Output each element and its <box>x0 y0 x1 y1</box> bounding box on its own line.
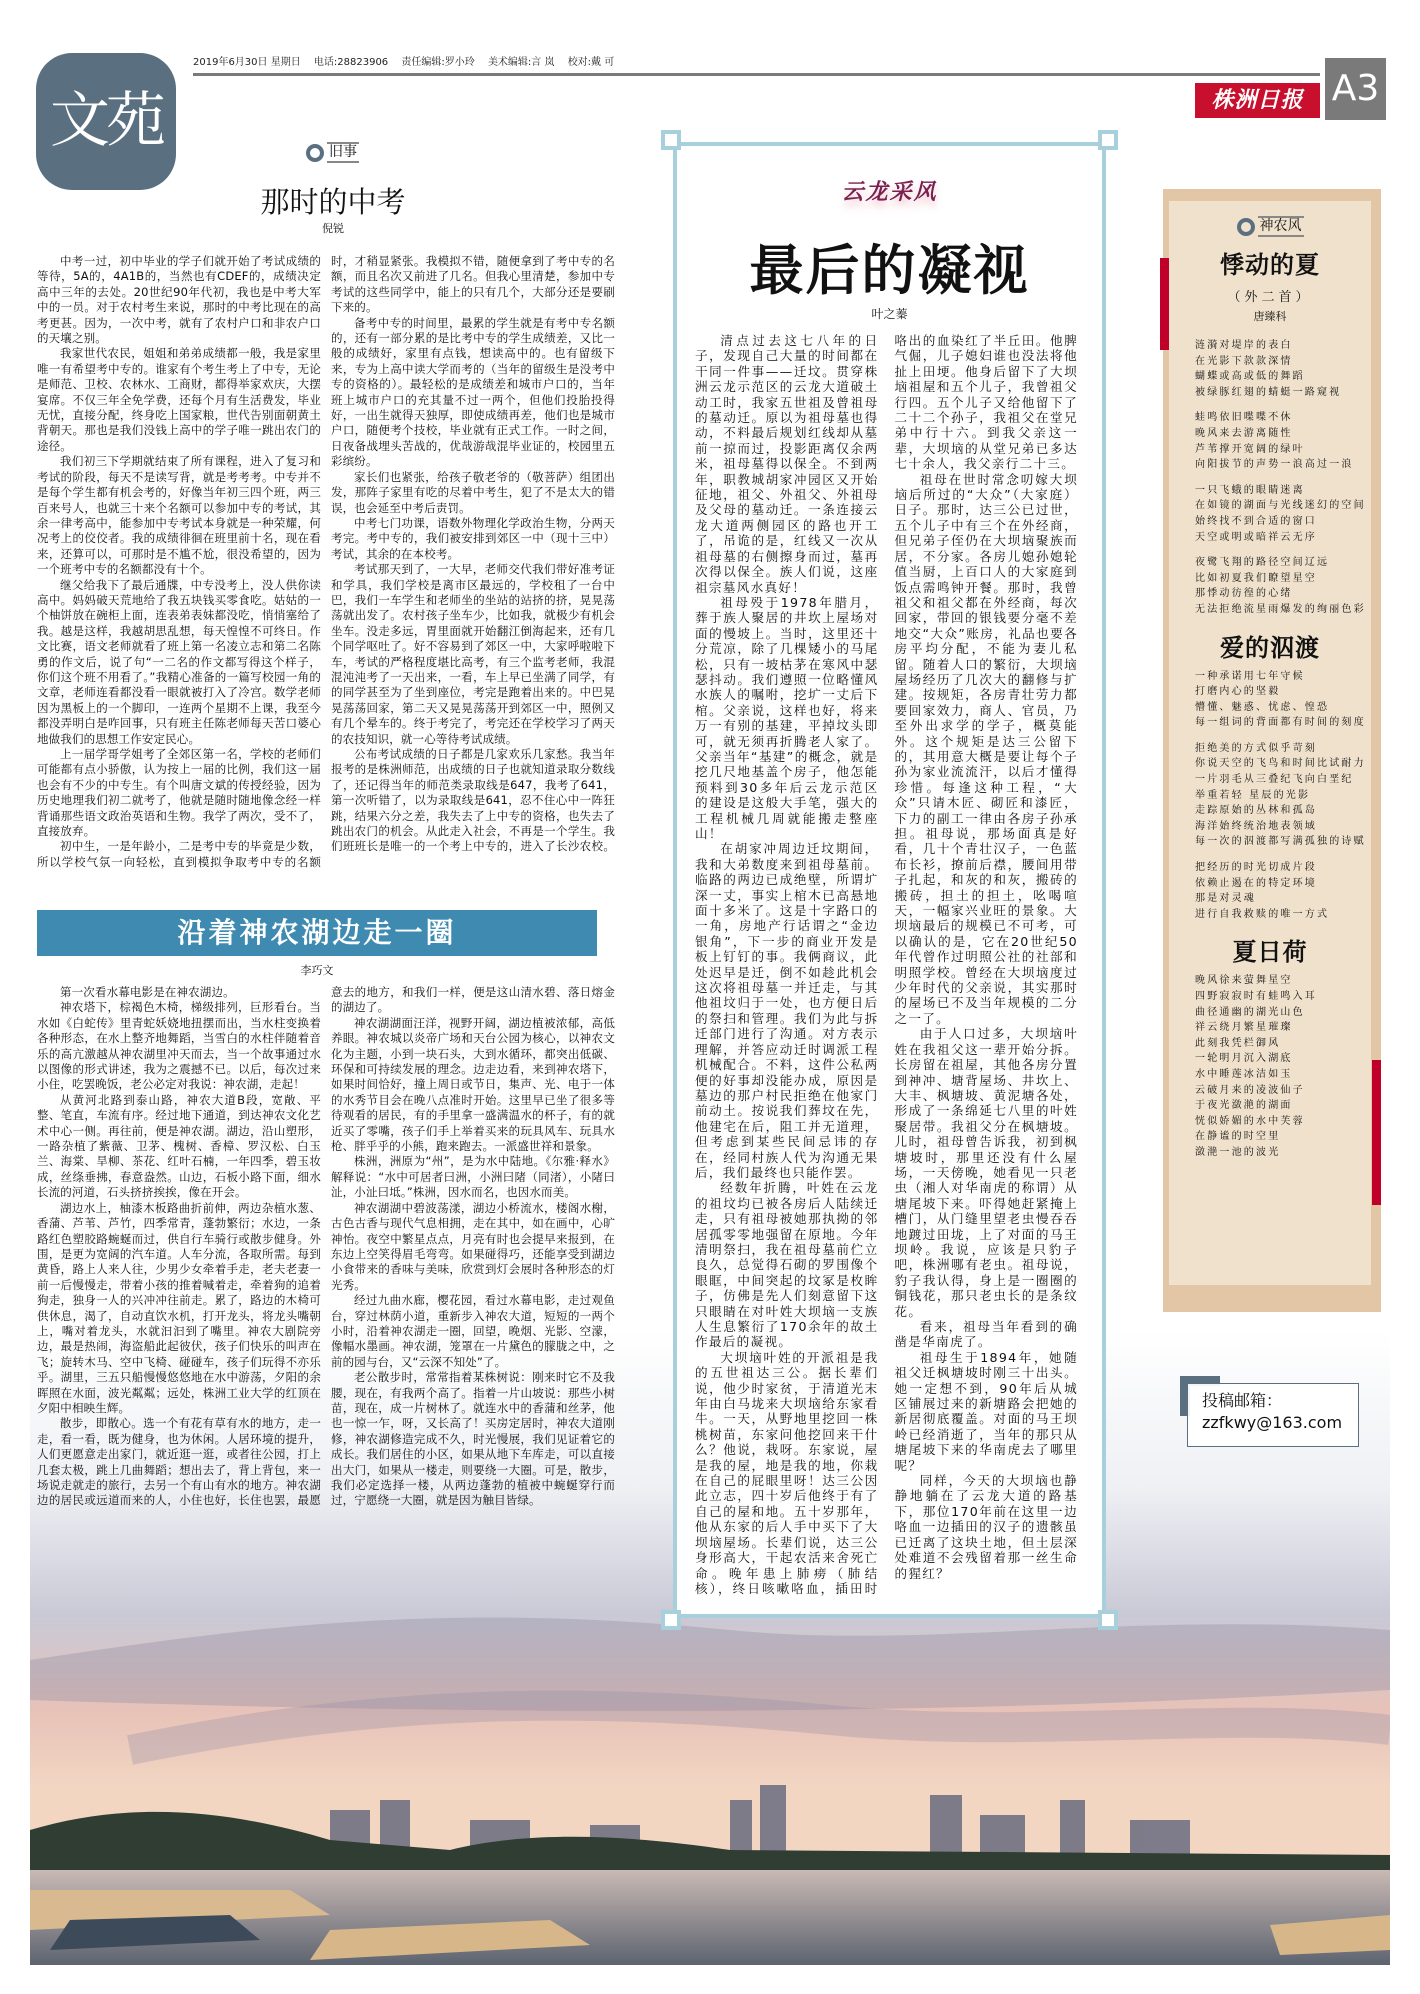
paragraph: 清点过去这七八年的日子，发现自己大量的时间都在干同一件事——迁坟。贯穿株洲云龙示范区的云龙大道破土动工时，我家五世祖及曾祖母的墓动迁。原以为祖母墓也得动，不料最后规划红线却从墓前一掠而过，投影距离仅余两米，祖母墓得以保全。不到两年，职教城胡家冲园区又开始征地，祖父、外祖父、外祖母及父母的墓动迁。一条连接云龙大道两侧园区的路也开工了，吊诡的是，红线又一次从祖母墓的右侧擦身而过，墓再次得以保全。族人们说，这座祖宗墓风水真好！ <box>695 333 879 595</box>
poem-stanza <box>1195 555 1371 617</box>
frame-corner <box>1098 1610 1118 1630</box>
paragraph: 湖边水上，柚漆木板路曲折前伸，两边杂植水葱、香蒲、芦苇、芦竹，四季常青，蓬勃繁衍；水边，一条路红色塑胶路蜿蜒而过，供自行车骑行或散步健身。外围，是更为宽阔的汽车道。人车分流，各取所需。每到黄昏，路上人来人往，少男少女牵着手走，老夫老妻一前一后慢慢走，带着小孩的推着喊着走，牵着狗的追着狗走，独身一人的兴冲冲往前走。累了，路边的木椅可供休息，渴了，自动直饮水机，打开龙头，将龙头嘴朝上，嘴对着龙头，水就汩汩到了嘴里。神农大剧院旁边，最是热闹，海盗船此起彼伏，孩子们快乐的叫声在飞；旋转木马、空中飞椅、碰碰车，孩子们玩得不亦乐乎。湖里，三五只船慢慢悠悠地在水中游荡，夕阳的余晖照在水面，波光粼粼；远处，株洲工业大学的红顶在夕阳中相映生辉。 <box>37 1200 321 1415</box>
poem-line: 向阳拔节的声势一浪高过一浪 <box>1195 459 1354 471</box>
poem-line: 把经历的时光切成片段 <box>1195 862 1317 874</box>
art-editor: 美术编辑:言 岚 <box>487 57 555 68</box>
column-label-jiushi <box>306 142 359 163</box>
paragraph: 经过九曲水廊，樱花园，看过水幕电影，走过观鱼台，穿过林荫小道，重新步入神农大道，短短的一两个小时，沿着神农湖走一圈，回望，晚烟、光影、空濛，像幅水墨画。神农湖，笼罩在一片黛色的朦胧之中，之前的园与台，又“云深不知处”了。 <box>331 1293 615 1369</box>
poem-stanza <box>1195 338 1371 400</box>
paragraph: 中考一过，初中毕业的学子们就开始了考试成绩的等待，5A的，4A1B的，当然也有CDEF的，成绩决定高中三年的去处。20世纪90年代初，我也是中考大军中的一员。对于农村考生来说，那时的中考比现在的高考更甚。因为，一次中考，就有了农村户口和非农户口的天壤之别。 <box>37 254 321 346</box>
paragraph: 从黄河北路到泰山路，神农大道B段，宽敞、平整、笔直，车流有序。经过地下通道，到达神农文化艺术中心一侧。再往前，便是神农湖。湖边，沿山塑形，一路杂植了紫薇、卫茅、槐树、香樟、罗汉松、白玉兰、海棠、旱柳、茶花、红叶石楠，一年四季，碧玉妆成，丝绦垂拂，春意盎然。山边，石板小路下面，细水长流的河道，石头挤挤挨挨，像在开会。 <box>37 1092 321 1200</box>
poem-line: 每一次的泅渡都写满孤独的诗赋 <box>1195 836 1366 848</box>
poem-stanza <box>1195 741 1371 850</box>
poem-line: 在静谧的时空里 <box>1195 1131 1281 1143</box>
poem-line: 拒绝美的方式似乎苛刻 <box>1195 742 1317 754</box>
poem-line: 一片羽毛从三叠纪飞向白垩纪 <box>1195 774 1354 786</box>
frame-corner <box>661 130 681 150</box>
poem-line: 你说天空的飞鸟和时间比试耐力 <box>1195 758 1366 770</box>
poem-line: 进行自我救赎的唯一方式 <box>1195 908 1330 920</box>
poem-title: 夏日荷 <box>1232 937 1308 967</box>
submission-email[interactable]: zzfkwy@163.com <box>1202 1413 1343 1432</box>
poem-line: 蝴蝶或高或低的舞蹈 <box>1195 371 1305 383</box>
column-label-yunlong: 云龙采风 <box>841 179 938 205</box>
paragraph: 散步，即散心。选一个有花有草有水的地方，走一走，看一看，既为健身，也为休闲。人居环境的提升，人们更愿意走出家门，就近逛一逛，或者往公园，打上几套太极，跳上几曲舞蹈；想出去了，背上背包，来一场说走就走的旅行，去另一个有山有水的地方。神农湖边的居民或远道而来的人，小住也好，长住也罢，最愿意去的地方，和我们一样，便是这山清水碧、落日熔金的湖边了。 <box>37 985 615 1508</box>
paragraph: 同样，今天的大坝垴也静静地躺在了云龙大道的路基下，那位170年前在这里一边咯血一边插田的汉子的遗骸虽已迁离了这块土地，但土层深处难道不会残留着那一丝生命的猩红？ <box>894 1473 1078 1581</box>
frame-corner <box>1098 130 1118 150</box>
poem-line: 被绿豚红翅的蜻蜓一路窥视 <box>1195 386 1342 398</box>
poem-line: 一种承诺用七年守候 <box>1195 670 1305 682</box>
paragraph: 祖母殁于1978年腊月，葬于族人聚居的井坎上屋场对面的慢坡上。当时，这里还十分荒凉，除了几棵矮小的马尾松，只有一坡枯茅在寒风中瑟瑟抖动。我们遵照一位略懂风水族人的嘱咐，挖圹一丈后下棺。父亲说，这样也好，将来万一有别的基建，平掉坟头即可，就无须再折腾老人家了。父亲当年“基建”的概念，就是挖几尺地基盖个房子，他怎能预料到30多年后云龙示范区的建设是这般大手笔，强大的工程机械几周就能搬走整座山！ <box>695 594 879 841</box>
poem-line: 天空或明或暗祥云无序 <box>1195 531 1317 543</box>
column-label-text: 神农风 <box>1258 216 1304 237</box>
poem-line: 蛙鸣依旧喋喋不休 <box>1195 412 1293 424</box>
article-author: 倪锐 <box>322 222 344 235</box>
submission-label: 投稿邮箱： <box>1202 1391 1283 1410</box>
poem-stanza <box>1195 483 1371 545</box>
poem-body <box>1169 973 1371 1160</box>
poem-stanza <box>1195 860 1371 922</box>
article-body <box>37 985 615 1515</box>
frame-corner <box>661 1610 681 1630</box>
paragraph: 祖母生于1894年，她随祖父迁枫塘坡时刚三十出头。她一定想不到，90年后从城区铺展过来的新塘路会把她的新居彻底覆盖。对面的马王坝岭已经消逝了，当年的那只从塘尾坡下来的华南虎去了哪里呢？ <box>894 1349 1078 1473</box>
article-body <box>37 254 615 874</box>
paragraph: 神农湖湖面汪洋，视野开阔，湖边植被浓郁，高低养眼。神农城以炎帝广场和天台公园为核心，以神农文化为主题，小到一块石头，大到水循环，都突出低碳、环保和可持续发展的理念。边走边看，来到神农塔下，如果时间恰好，撞上周日或节日，集声、光、电于一体的水秀节目会在晚八点准时开始。这里早已坐了很多等待观看的居民，有的手里拿一盛满温水的杯子，有的就近买了零嘴，孩子们手上举着买来的玩具风车、玩具水枪、胖乎乎的小熊，跑来跑去。一派盛世祥和景象。 <box>331 1015 615 1154</box>
paragraph: 我家世代农民，姐姐和弟弟成绩都一般，我是家里唯一有希望考中专的。谁家有个考生考上了中专，无论是师范、卫校、农林水、工商财，都得举家欢庆，大摆宴席。不仅三年全免学费，还每个月有生活费发，毕业无忧，直接分配，终身吃上国家粮，世代告别面朝黄土背朝天。那也是我们没钱上高中的学子唯一跳出农门的途径。 <box>37 346 321 453</box>
paragraph: 继父给我下了最后通牒，中专没考上，没人供你读高中。妈妈破天荒地给了我五块钱买零食吃。姑姑的一个柚饼放在碗柜上面，连表弟表妹都没吃，悄悄塞给了我。越是这样，我越胡思乱想，每天惶惶不可终日。作文比赛，语文老师就看了班上第一名凌立志和第二名陈勇的作文后，说了句“一二名的作文都写得这个样子，你们这个班不用看了。”我精心准备的一篇写校园一角的文章，老师连看都没看一眼就被打入了冷宫。数学老师因为黑板上的一个脚印，一连两个星期不上课，我至今都没弄明白是咋回事，只有班主任陈老师每天苦口婆心地做我们的思想工作安定民心。 <box>37 577 321 746</box>
poem-line: 懵懂、魅惑、忧虑、惶恐 <box>1195 701 1330 713</box>
poem-line: 涟漪对堤岸的表白 <box>1195 340 1293 351</box>
poem-body <box>1169 669 1371 923</box>
poem-line: 在如镜的湖面与光线迷幻的空间 <box>1195 500 1366 512</box>
poem-line: 水中睡莲冰洁如玉 <box>1195 1068 1293 1080</box>
poem-line: 那是对灵魂 <box>1195 893 1256 905</box>
editor: 责任编辑:罗小玲 <box>401 57 475 68</box>
poem-line: 恍似娇媚的水中芙蓉 <box>1195 1115 1305 1127</box>
article-body <box>695 333 1078 1608</box>
poem-line: 始终找不到合适的窗口 <box>1195 515 1317 527</box>
poem-subtitle: （外二首） <box>1227 290 1313 305</box>
paragraph: 上一届学哥学姐考了全郊区第一名，学校的老师们可能都有点小骄傲，认为按上一届的比例，我们这一届也会有不少的中专生。有个叫唐文斌的传授经验，因为历史地理我们初二就考了，他就是随时随地像念经一样背诵那些语文政治英语和生物。我学了两次，受不了，直接放弃。 <box>37 747 321 839</box>
poem-author: 唐臻科 <box>1253 310 1287 323</box>
article-title-banner: 沿着神农湖边走一圈 <box>37 910 597 956</box>
poem-title: 爱的泅渡 <box>1220 632 1320 662</box>
column-label-shennongfeng <box>1169 216 1371 237</box>
poem-line: 四野寂寂时有蛙鸣入耳 <box>1195 991 1317 1002</box>
paragraph: 初中生，一是年龄小，二是考中专的毕竟是少数，所以学校气氛一向轻松，直到模拟争取考中专的名额时，才稍显紧张。我模拟不错，随便拿到了考中专的名额，而且名次又前进了几名。但我心里清楚，参加中专考试的这些同学中，能上的只有几个，大部分还是要刷下来的。 <box>37 254 615 869</box>
circle-icon <box>1237 218 1255 236</box>
poem-line: 无法拒绝流星雨爆发的绚丽色彩 <box>1195 603 1366 615</box>
poem-line: 每一组词的背面都有时间的刻度 <box>1195 717 1366 729</box>
paragraph: 大坝垴叶姓的开派祖是我的五世祖达三公。据长辈们说，他少时家贫，于清道光末年由白马垅来大坝垴给东家看牛。一天，从野地里挖回一株桃树苗，东家问他挖回来干什么？他说，栽呀。东家说，屋是我的屋，地是我的地，你栽在自己的屁眼里呀！达三公因此立志，四十岁后他终于有了自己的屋和地。五十岁那年，他从东家的后人手中买下了大坝垴屋场。长辈们说，达三公身形高大，干起农活来舍死亡命。晚年患上肺痨（肺结核），终日咳嗽咯血，插田时咯出的血染红了半丘田。他脾气倔，儿子媳妇谁也没法将他扯上田埂。他身后留下了大坝垴祖屋和五个儿子，我曾祖父行四。五个儿子又给他留下了二十二个孙子，我祖父在堂兄弟中行十六。到我父亲这一辈，大坝垴的从堂兄弟已多达七十余人，我父亲行二十三。 <box>695 333 1078 1596</box>
section-title: 文苑 <box>36 53 176 190</box>
paragraph: 我们初三下学期就结束了所有课程，进入了复习和考试的阶段，每天不是读写背，就是考考考。中专并不是每个学生都有机会考的，好像当年初三四个班，两三百来号人，也就三十来个名额可以参加中专的考试，其余一律考高中，能参加中专考试本身就是一种荣耀，何况考上的佼佼者。我的成绩徘徊在班里前十名，现在看来，还算可以，可那时是不尴不尬，很没希望的，因为一个班考中专的名额都没有十个。 <box>37 454 321 577</box>
poem-line: 海洋始终统治地表领域 <box>1195 820 1317 832</box>
poem-line: 比如初夏我们瞭望星空 <box>1195 572 1317 584</box>
poem-line: 云破月来的凌波仙子 <box>1195 1084 1305 1096</box>
poem-line: 打磨内心的坚毅 <box>1195 686 1281 698</box>
phone: 电话:28823906 <box>313 57 389 68</box>
proofreader: 校对:戴 可 <box>567 57 615 68</box>
paragraph: 中考七门功课，语数外物理化学政治生物，分两天考完。考中专的，我们被安排到郊区一中（现十三中）考试，其余的在本校考。 <box>331 515 615 561</box>
article-author: 李巧文 <box>300 964 334 977</box>
paragraph: 祖母在世时常念叨嫁大坝垴后所过的“大众”（大家庭）日子。那时，达三公已过世，五个儿子中有三个在外经商，但兄弟子侄仍在大坝垴聚族而居，不分家。各房儿媳孙媳轮值当厨，上百口人的大家庭到饭点需鸣钟开餐。那时，我曾祖父和祖父都在外经商，每次回家，带回的银钱要分毫不差地交“大众”账房，礼品也要各房平均分配，不能为妻儿私留。随着人口的繁衍，大坝垴屋场经历了几次大的翻修与扩建。按规矩，各房青壮劳力都要回家效力，商人、官员，乃至外出求学的学子，概莫能外。这个规矩是达三公留下的，其用意大概是要让每个子孙为家业流流汗，以后才懂得珍惜。每逢这种工程，“大众”只请木匠、砌匠和漆匠，下力的副工一律由各房子孙承担。祖母说，那场面真是好看，几十个青壮汉子，一色蓝布长衫，撩前后襟，腰间用带子扎起，和灰的和灰，搬砖的搬砖，担土的担土，吆喝喧天，一幅家兴业旺的景象。大坝垴最后的规模已不可考，可以确认的是，它在20世纪50年代曾作过明照公社的社部和明照学校。曾经在大坝垴度过少年时代的父亲说，其实那时的屋场已不及当年规模的二分之一了。 <box>894 471 1078 1026</box>
poem-line: 在光影下款款深情 <box>1195 355 1293 367</box>
poem-line: 祥云绕月繁星璀璨 <box>1195 1022 1293 1034</box>
article-title: 那时的中考 <box>260 185 406 219</box>
poem-title: 悸动的夏 <box>1220 250 1320 279</box>
paragraph: 株洲，洲原为“州”，是为水中陆地。《尔雅·释水》解释说：“水中可居者曰洲，小洲曰陼（同渚），小陼曰沚，小沚曰坻。”株洲，因水而名，也因水而美。 <box>331 1154 615 1200</box>
poem-line: 夜鹭飞翔的路径空间辽远 <box>1195 557 1330 569</box>
paragraph: 看来，祖母当年看到的确凿是华南虎了。 <box>894 1319 1078 1350</box>
paragraph: 公布考试成绩的日子都是几家欢乐几家愁。我当年报考的是株洲师范，出成绩的日子也就知道录取分数线了，还记得当年的师范类录取线是647，我考了641，第一次听错了，以为录取线是641，忍不住心中一阵狂跳，结果六分之差，我失去了上中专的资格，也失去了跳出农门的机会。从此走入社会，不再是一个学生。我们班班长是唯一的一个考上中专的，进入了长沙农校。 <box>331 747 615 854</box>
page-number: A3 <box>1325 58 1386 120</box>
poem-stanza <box>1195 410 1371 472</box>
poem-line: 一轮明月沉入湖底 <box>1195 1053 1293 1065</box>
circle-icon <box>306 144 324 162</box>
paragraph: 老公散步时，常常指着某株树说：刚来时它不及我腰，现在，有我两个高了。指着一片山坡说：那些小树苗，现在，成一片树林了。就连水中的香蒲和丝茅，他也一惊一乍，呀，又长高了！买房定居时，神农大道刚修，神农湖修造完成不久，时光慢展，我们见证着它的成长。我们居住的小区，如果从地下车库走，可以直接出大门，如果从一楼走，则要绕一大圈。可是，散步，我们必定选择一楼，从两边蓬勃的植被中蜿蜒穿行而过，宁愿绕一大圈，就是因为触目皆绿。 <box>331 1370 615 1508</box>
poem-stanza <box>1195 973 1371 1160</box>
accent-bar <box>1160 258 1169 350</box>
dateline <box>193 53 624 68</box>
poem-line: 那悸动彷徨的心绪 <box>1195 588 1293 600</box>
poem-line: 潋滟一池的波光 <box>1195 1146 1281 1158</box>
article-title: 最后的凝视 <box>749 239 1030 302</box>
poem-line: 一只飞蛾的眼睛迷离 <box>1195 484 1305 496</box>
column-label-text: 旧事 <box>327 142 359 163</box>
poem-body <box>1169 338 1371 618</box>
poem-line: 曲径通幽的湖光山色 <box>1195 1006 1305 1018</box>
poem-line: 晚风来去游离随性 <box>1195 427 1293 439</box>
poem-stanza <box>1195 669 1371 731</box>
poem-line: 依赖止遏在的特定环境 <box>1195 877 1317 889</box>
header-rule <box>193 73 1320 76</box>
poem-line: 此刻我凭栏御风 <box>1195 1037 1281 1049</box>
newspaper-logo: 株洲日报 <box>1195 83 1320 118</box>
poem-line: 于夜光潋滟的湖面 <box>1195 1100 1293 1112</box>
paragraph: 考试那天到了，一大早，老师交代我们带好准考证和学具，我们学校是离市区最远的，学校租了一台中巴，我们一车学生和老师坐的坐站的站挤的挤，晃晃荡荡就出发了。农村孩子坐车少，比如我，就极少有机会坐车。没走多远，胃里面就开始翻江倒海起来，还有几个同学呕吐了。好不容易到了郊区一中，大家呼啦啦下车，考试的严格程度堪比高考，有三个监考老师，我混混沌沌考了一天出来，一看，车上早已坐满了同学，有的同学甚至为了坐到座位，考完是跑着出来的。中巴晃晃荡荡回家，第二天又晃晃荡荡开到郊区一中，照例又有几个晕车的。终于考完了，考完还在学校学习了两天的农技知识，就一心等待考试成绩。 <box>331 562 615 746</box>
paragraph: 在胡家冲周边迁坟期间，我和大弟数度来到祖母墓前。临路的两边已成绝壁，所谓圹深一丈，事实上棺木已高悬地面十多米了。这是十字路口的一角，房地产行话谓之“金边银角”，下一步的商业开发是板上钉钉的事。我俩商议，此处迟早是迁，倒不如趁此机会这次将祖母墓一并迁走，与其他祖坟归于一处，也方便日后的祭扫和管理。我们为此与拆迁部门进行了沟通。对方表示理解，并答应动迁时调派工程机械配合。不料，这件公私两便的好事却没能办成，原因是墓边的那户村民拒绝在他家门前动土。按说我们葬坟在先，他建宅在后，阻工并无道理，但考虑到某些民间忌讳的存在，经同村族人代为沟通无果后，我们最终也只能作罢。 <box>695 841 879 1180</box>
paragraph: 经数年折腾，叶姓在云龙的祖坟均已被各房后人陆续迁走，只有祖母被她那执拗的邻居孤零零地强留在原地。今年清明祭扫，我在祖母墓前伫立良久，总觉得石砌的罗围像个眼眶，中间突起的坟冢是枚眸子，仿佛是先人们刻意留下这只眼睛在对叶姓大坝垴一支族人生息繁衍了170余年的故土作最后的凝视。 <box>695 1180 879 1350</box>
poem-line: 晚风徐来萤舞星空 <box>1195 975 1293 987</box>
paragraph: 备考中专的时间里，最累的学生就是有考中专名额的，还有一部分累的是比考中专的学生成绩差，又比一般的成绩好，家里有点钱，想读高中的。也有留级下来，专为上高中读大学而考的（当年的留级生是没考中专的资格的）。最轻松的是成绩差和城市户口的，当年班上城市户口的充其量不过一两个，但他们投胎投得好，一出生就得天独厚，即使成绩再差，他们也是城市户口，随便考个技校，毕业就有正式工作。一时之间，日夜备战埋头苦战的，优哉游哉混毕业证的，校园里五彩缤纷。 <box>331 315 615 469</box>
paragraph: 神农湖湖中碧波荡漾，湖边小桥流水，楼阁水榭，古色古香与现代气息相拥，走在其中，如在画中，心旷神怡。夜空中繁星点点，月亮有时也会提早来报到，在东边上空笑得眉毛弯弯。如果碰得巧，还能享受到湖边小食带来的香味与美味，欣赏到灯会展时各种形态的灯光秀。 <box>331 1200 615 1292</box>
paragraph: 家长们也紧张，给孩子敬老爷的（敬菩萨）组团出发，那阵子家里有吃的尽着中考生，犯了不是太大的错误，也会延至中考后责罚。 <box>331 469 615 515</box>
article-author: 叶之蓁 <box>871 307 908 321</box>
poem-content <box>1169 216 1371 1171</box>
paragraph: 第一次看水幕电影是在神农湖边。 <box>60 985 235 999</box>
poem-line: 举重若轻 星辰的光影 <box>1195 789 1311 801</box>
poem-line: 芦苇撑开宽阔的绿叶 <box>1195 443 1305 455</box>
issue-date: 2019年6月30日 星期日 <box>193 57 301 68</box>
poem-line: 走踪原始的丛林和孤岛 <box>1195 805 1317 817</box>
paragraph: 由于人口过多，大坝垴叶姓在我祖父这一辈开始分拆。长房留在祖屋，其他各房分置到神冲、塘背屋场、井坎上、大丰、枫塘坡、黄泥塘各处，形成了一条绵延七八里的叶姓聚居带。我祖父分在枫塘坡。儿时，祖母曾告诉我，初到枫塘坡时，那里还没有什么屋场，一天傍晚，她看见一只老虫（湘人对华南虎的称谓）从塘尾坡下来。吓得她赶紧掩上槽门，从门缝里望老虫慢吞吞地踱过田垅，上了对面的马王坝岭。我说，应该是只豹子吧，株洲哪有老虫。祖母说，豹子我认得，身上是一圈圈的铜钱花，那只老虫长的是条纹花。 <box>894 1026 1078 1319</box>
paragraph: 神农塔下，棕褐色木椅，梯级排列，巨形看台。当水如《白蛇传》里青蛇妖娆地扭摆而出，当水柱变换着各种形态，在水上整齐地舞蹈，当雪白的水柱伴随着音乐的高亢激越从神农湖里冲天而去，当一个故事通过水以图像的形式讲述，我为之震撼不已。以后，每次过来小住，吃罢晚饭，老公必定对我说：神农湖，走起！ <box>37 1000 321 1092</box>
submission-box <box>1187 1383 1359 1447</box>
accent-bar <box>1372 1060 1381 1205</box>
